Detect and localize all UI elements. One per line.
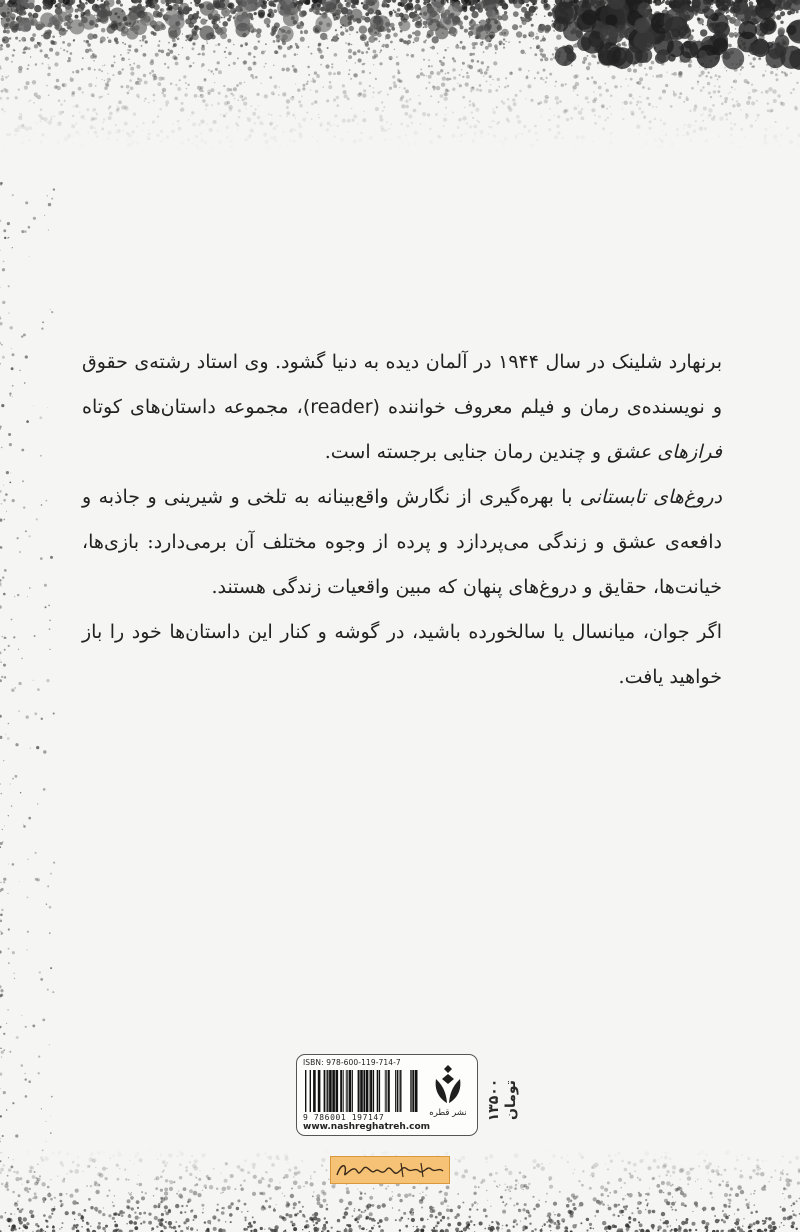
grunge-texture-top [0, 0, 800, 200]
grunge-texture-left [0, 180, 60, 1180]
closing-paragraph: اگر جوان، میانسال یا سالخورده باشید، در گوشه و کنار این داستان‌ها خود را باز خواهید یافت. [82, 621, 722, 688]
author-bio-text-2: ، مجموعه داستان‌های کوتاه [82, 396, 303, 418]
reader-title: (reader) [302, 396, 380, 418]
barcode-image [303, 1070, 419, 1114]
publisher-name: نشر قطره [429, 1108, 467, 1118]
handwritten-sticker [330, 1156, 450, 1184]
summary-paragraph [82, 475, 722, 610]
price-amount: ۱۳۵۰۰ [486, 1078, 502, 1122]
author-bio-text-3: و چندین رمان جنایی برجسته است. [324, 441, 608, 463]
book-description [82, 340, 722, 700]
summary-text: با بهره‌گیری از نگارش واقع‌بینانه به تلخی و شیرینی و جاذبه و دافعه‌ی عشق و زندگی می‌پردازد و پرده از وجوه مختلف آن برمی‌دارد: بازی‌ها، خیانت‌ها، حقایق و دروغ‌های پنهان که مبین واقعیات زندگی هستند. [82, 486, 722, 598]
author-paragraph [82, 340, 722, 475]
book-title-love-passages: فرازهای عشق [607, 441, 722, 463]
barcode-digits: 9 786001 197147 [303, 1113, 385, 1122]
book-title-summer-lies: دروغ‌های تابستانی [579, 486, 722, 508]
handwriting-scribble-icon [331, 1157, 449, 1183]
price-label [486, 1050, 522, 1150]
isbn-barcode-box [296, 1054, 478, 1136]
author-bio-text: برنهارد شلینک در سال ۱۹۴۴ در آلمان دیده به دنیا گشود. وی استاد رشته‌ی حقوق و نویسنده‌ی رمان و فیلم معروف خواننده [82, 351, 722, 418]
price-currency: تومان [503, 1080, 519, 1120]
publisher-website: www.nashreghatreh.com [303, 1122, 431, 1132]
isbn-number: ISBN: 978-600-119-714-7 [303, 1058, 401, 1067]
publisher-logo-icon [428, 1063, 468, 1105]
